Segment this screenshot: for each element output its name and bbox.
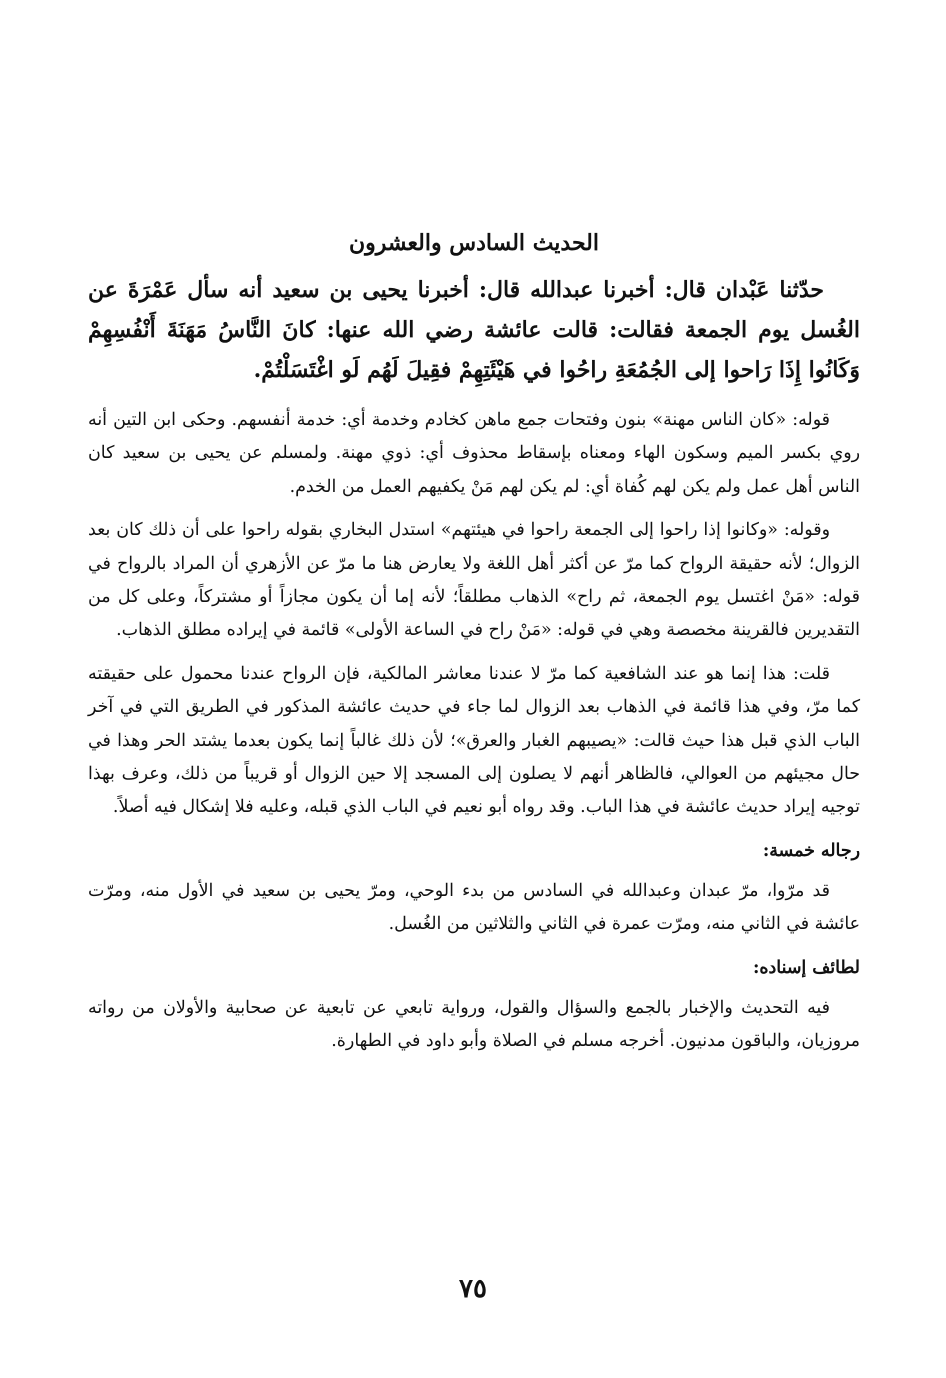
rijal-text: قد مرّوا، مرّ عبدان وعبدالله في السادس من بدء الوحي، ومرّ يحيى بن سعيد في الأول منه، ومرّت عائشة في الثاني منه، ومرّت عمرة في الثاني والثلاثين من الغُسل.	[88, 880, 860, 935]
rijal-heading: رجاله خمسة:	[762, 840, 860, 861]
hadith-text: حدّثنا عَبْدان قال: أخبرنا عبدالله قال: أخبرنا يحيى بن سعيد أنه سأل عَمْرَةَ عن الغُسل يوم الجمعة فقالت: قالت عائشة رضي الله عنها: كانَ النَّاسُ مَهَنَةَ أَنْفُسِهِمْ وَكَانُوا إِذَا رَاحوا إلى الجُمُعَةِ راحُوا في هَيْئَتِهِمْ فقِيلَ لَهُم لَو اغْتَسَلْتُمْ.	[88, 277, 860, 383]
hadith-title: الحديث السادس والعشرون	[348, 230, 599, 256]
commentary-paragraph-1: قوله: «كان الناس مهنة» بنون وفتحات جمع ماهن كخادم وخدمة أي: خدمة أنفسهم. وحكى ابن التين أنه روي بكسر الميم وسكون الهاء ومعناه بإسقاط محذوف أي: ذوي مهنة. ولمسلم عن يحيى بن سعيد كان الناس أهل عمل ولم يكن لهم كُفاة أي: لم يكن لهم مَنْ يكفيهم العمل من الخدم.	[88, 410, 860, 497]
commentary-paragraph-2: وقوله: «وكانوا إذا راحوا إلى الجمعة راحوا في هيئتهم» استدل البخاري بقوله راحوا على أن ذلك كان بعد الزوال؛ لأنه حقيقة الرواح كما مرّ عن أكثر أهل اللغة ولا يعارض هنا ما مرّ عن الأزهري أن المراد بالرواح في قوله: «مَنْ اغتسل يوم الجمعة، ثم راح» الذهاب مطلقاً؛ لأنه إما أن يكون مجازاً أو مشتركاً، وعلى كل من التقديرين فالقرينة مخصصة وهي في قوله: «مَنْ راح في الساعة الأولى» قائمة في إيراده مطلق الذهاب.	[88, 520, 860, 641]
commentary-paragraph-3: قلت: هذا إنما هو عند الشافعية كما مرّ لا عندنا معاشر المالكية، فإن الرواح عندنا محمول على حقيقته كما مرّ، وفي هذا قائمة في الذهاب بعد الزوال لما جاء في حديث عائشة المذكور في الطريق التي في آخر الباب الذي قبل هذا حيث قالت: «يصيبهم الغبار والعرق»؛ لأن ذلك غالباً إنما يكون بعدما يشتد الحر وهذا في حال مجيئهم من العوالي، فالظاهر أنهم لا يصلون إلى المسجد إلا حين الزوال أو قريباً من ذلك، وعرف بهذا توجيه إيراد حديث عائشة في هذا الباب. وقد رواه أبو نعيم في الباب الذي قبله، وعليه فلا إشكال فيه أصلاً.	[88, 663, 860, 818]
page-content	[88, 226, 860, 1069]
lataif-text: فيه التحديث والإخبار بالجمع والسؤال والقول، ورواية تابعي عن تابعية عن صحابية والأولان من رواته مروزيان، والباقون مدنيون. أخرجه مسلم في الصلاة وأبو داود في الطهارة.	[88, 997, 860, 1052]
lataif-heading: لطائف إسناده:	[753, 957, 860, 978]
page-number: ٧٥	[459, 1274, 487, 1304]
